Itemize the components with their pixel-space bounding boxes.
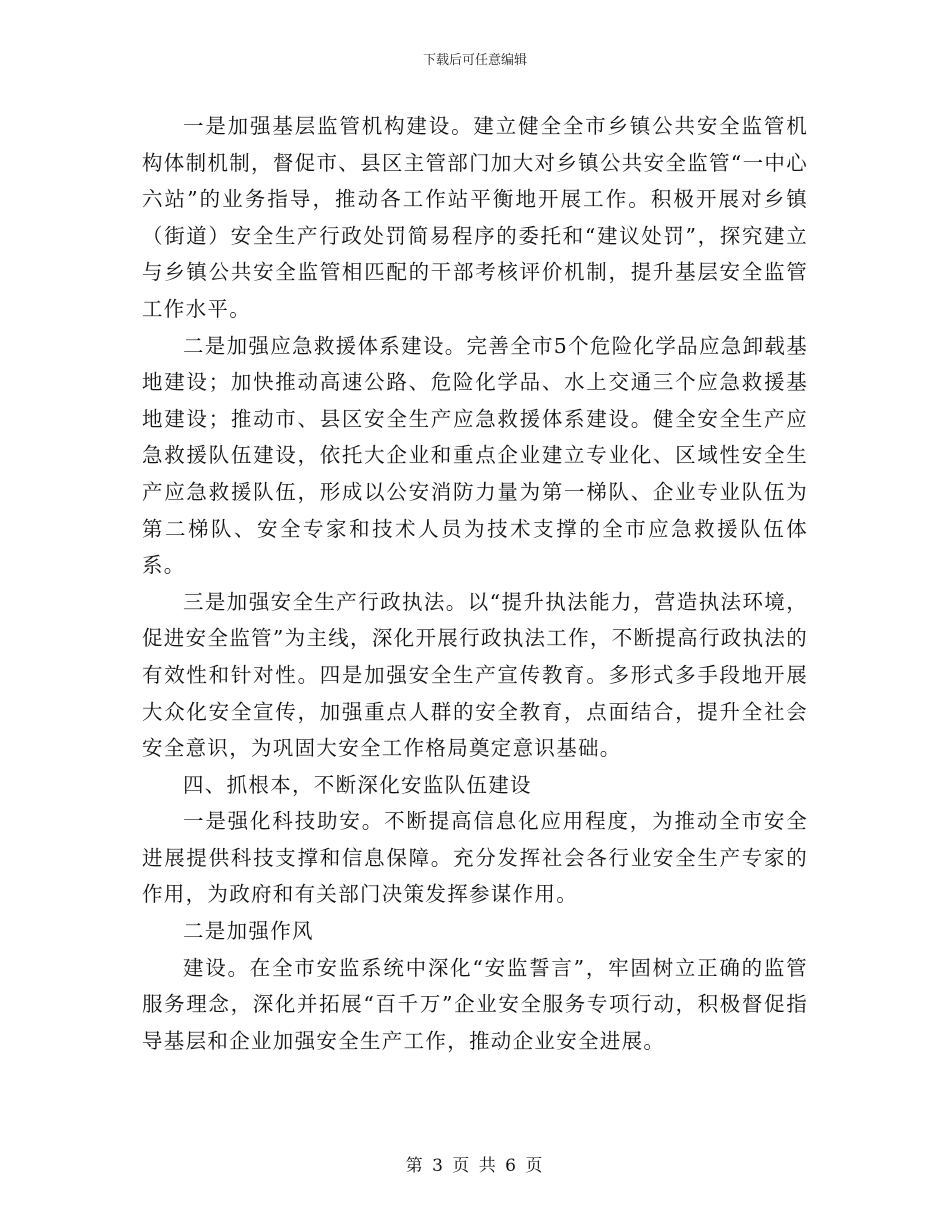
document-body [142, 108, 808, 1059]
paragraph-technology-support: 一是强化科技助安。不断提高信息化应用程度，为推动全市安全进展提供科技支撑和信息保障。充分发挥社会各行业安全生产专家的作用，为政府和有关部门决策发挥参谋作用。 [142, 809, 808, 907]
page-header: 下载后可任意编辑 [422, 53, 527, 68]
paragraph-emergency-rescue: 二是加强应急救援体系建设。完善全市5个危险化学品应急卸载基地建设；加快推动高速公路、危险化学品、水上交通三个应急救援基地建设；推动市、县区安全生产应急救援体系建设。健全安全生产应急救援队伍建设，依托大企业和重点企业建立专业化、区域性安全生产应急救援队伍，形成以公安消防力量为第一梯队、企业专业队伍为第二梯队、安全专家和技术人员为技术支撑的全市应急救援队伍体系。 [142, 333, 808, 578]
paragraph-law-enforcement: 三是加强安全生产行政执法。以“提升执法能力，营造执法环境，促进安全监管”为主线，深化开展行政执法工作，不断提高行政执法的有效性和针对性。四是加强安全生产宣传教育。多形式多手段地开展大众化安全宣传，加强重点人群的安全教育，点面结合，提升全社会安全意识，为巩固大安全工作格局奠定意识基础。 [142, 589, 808, 761]
section-heading-team-building: 四、抓根本，不断深化安监队伍建设 [183, 772, 532, 797]
paragraph-work-style-heading: 二是加强作风 [183, 919, 314, 944]
paragraph-grassroots-supervision: 一是加强基层监管机构建设。建立健全全市乡镇公共安全监管机构体制机制，督促市、县区主管部门加大对乡镇公共安全监管“一中心六站”的业务指导，推动各工作站平衡地开展工作。积极开展对乡镇（街道）安全生产行政处罚简易程序的委托和“建议处罚”，探究建立与乡镇公共安全监管相匹配的干部考核评价机制，提升基层安全监管工作水平。 [142, 114, 808, 321]
paragraph-work-style-body: 建设。在全市安监系统中深化“安监誓言”，牢固树立正确的监管服务理念，深化并拓展“百千万”企业安全服务专项行动，积极督促指导基层和企业加强安全生产工作，推动企业安全进展。 [142, 955, 808, 1053]
page-number: 第 3 页 共 6 页 [405, 1156, 545, 1176]
